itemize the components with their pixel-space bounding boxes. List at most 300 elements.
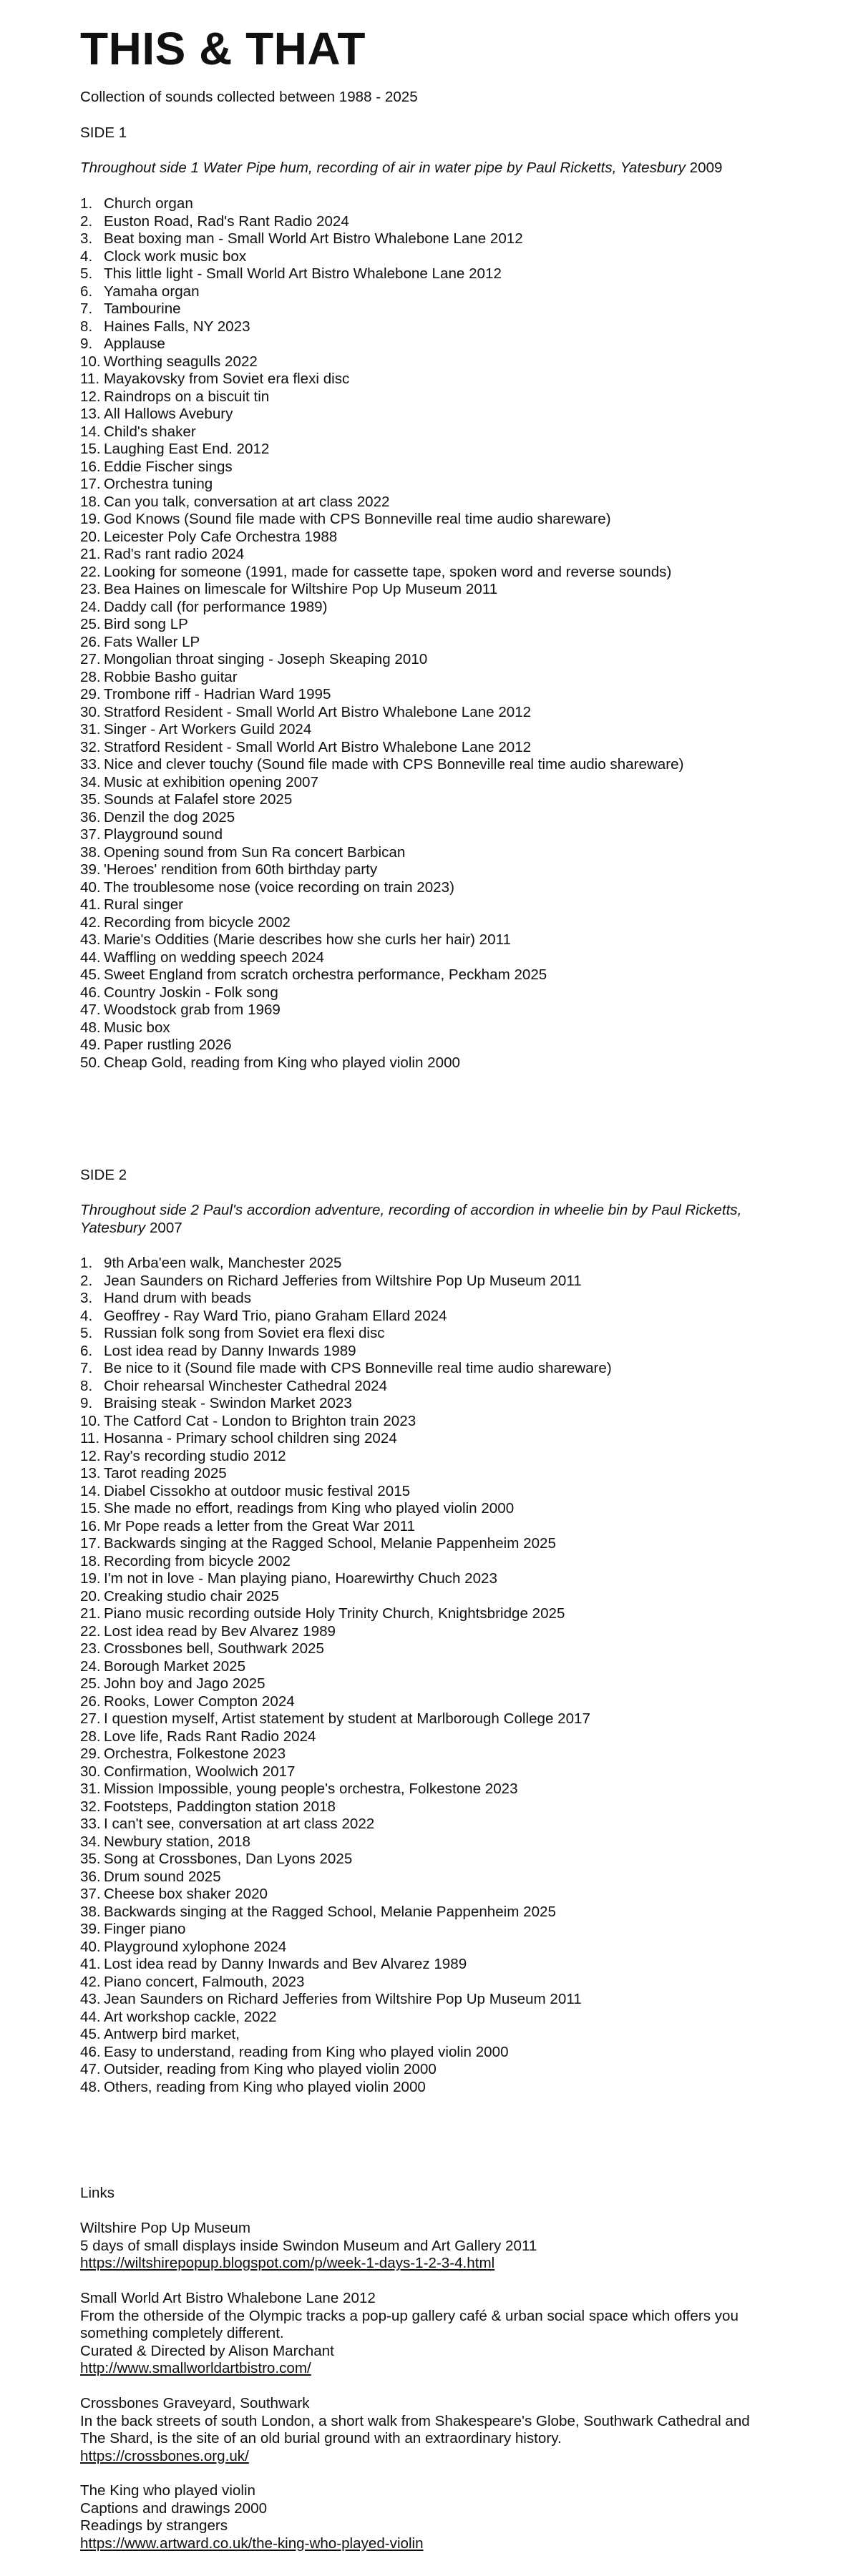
track-item <box>80 511 767 529</box>
crossbones-link[interactable]: https://crossbones.org.uk/ <box>80 2447 249 2464</box>
link-block-king-violin <box>80 2482 767 2552</box>
track-number: 30. <box>80 703 101 720</box>
track-title: Hand drum with beads <box>104 1290 252 1306</box>
track-number: 26. <box>80 1693 101 1710</box>
side2-note-year: 2007 <box>149 1219 182 1236</box>
track-number: 46. <box>80 984 101 1001</box>
track-title: Nice and clever touchy (Sound file made with CPS Bonneville real time audio shareware) <box>104 756 684 773</box>
track-number: 21. <box>80 1605 101 1622</box>
track-item <box>80 634 767 652</box>
track-number: 6. <box>80 283 93 300</box>
wiltshire-link[interactable]: https://wiltshirepopup.blogspot.com/p/week-1-days-1-2-3-4.html <box>80 2255 495 2271</box>
track-number: 41. <box>80 1956 101 1972</box>
track-number: 36. <box>80 1868 101 1885</box>
track-number: 27. <box>80 1710 101 1727</box>
track-title: Euston Road, Rad's Rant Radio 2024 <box>104 212 349 230</box>
link-title: Wiltshire Pop Up Museum <box>80 2220 251 2236</box>
track-title: Music box <box>104 1019 170 1036</box>
track-title: Leicester Poly Cafe Orchestra 1988 <box>104 528 338 545</box>
track-item <box>80 651 767 669</box>
track-item <box>80 966 767 984</box>
track-item <box>80 1833 767 1851</box>
track-title: Diabel Cissokho at outdoor music festival 2015 <box>104 1482 411 1499</box>
track-item <box>80 599 767 617</box>
track-item <box>80 423 767 441</box>
track-title: Paper rustling 2026 <box>104 1037 232 1053</box>
track-number: 12. <box>80 1447 101 1464</box>
track-number: 5. <box>80 1325 93 1341</box>
track-number: 50. <box>80 1054 101 1071</box>
track-item <box>80 949 767 967</box>
track-title: Waffling on wedding speech 2024 <box>104 949 324 966</box>
track-item <box>80 1001 767 1019</box>
track-title: Piano music recording outside Holy Trinity Church, Knightsbridge 2025 <box>104 1605 565 1622</box>
track-item <box>80 2044 767 2062</box>
track-number: 33. <box>80 756 101 773</box>
track-item <box>80 1869 767 1886</box>
track-number: 37. <box>80 826 101 843</box>
track-item <box>80 1395 767 1413</box>
side2-note <box>80 1202 746 1237</box>
track-title: Lost idea read by Bev Alvarez 1989 <box>104 1622 336 1640</box>
page-title: THIS & THAT <box>80 23 366 74</box>
track-number: 18. <box>80 493 101 510</box>
side2-note-text: Throughout side 2 Paul's accordion adventure, recording of accordion in wheelie bin by Paul Ricketts, Yatesbury <box>80 1202 742 1236</box>
track-number: 36. <box>80 808 101 826</box>
track-title: Rooks, Lower Compton 2024 <box>104 1693 295 1710</box>
track-item <box>80 879 767 897</box>
track-number: 4. <box>80 1307 93 1324</box>
track-item <box>80 616 767 634</box>
track-item <box>80 1728 767 1746</box>
track-title: The Catford Cat - London to Brighton train 2023 <box>104 1412 416 1429</box>
track-title: Cheese box shaker 2020 <box>104 1886 268 1902</box>
track-number: 21. <box>80 546 101 562</box>
track-item <box>80 1430 767 1448</box>
link-block-small-world <box>80 2290 767 2378</box>
link-description: Readings by strangers <box>80 2517 228 2534</box>
track-item <box>80 1570 767 1588</box>
track-item <box>80 371 767 388</box>
track-number: 15. <box>80 1500 101 1517</box>
track-item <box>80 1921 767 1939</box>
track-item <box>80 1605 767 1623</box>
track-title: Finger piano <box>104 1921 186 1937</box>
track-title: Rad's rant radio 2024 <box>104 546 245 562</box>
track-number: 37. <box>80 1886 101 1902</box>
track-number: 44. <box>80 2008 101 2025</box>
track-number: 31. <box>80 721 101 738</box>
track-title: Mr Pope reads a letter from the Great War 2011 <box>104 1517 415 1534</box>
track-item <box>80 318 767 336</box>
track-item <box>80 1640 767 1658</box>
track-item <box>80 1308 767 1326</box>
track-item <box>80 1535 767 1553</box>
track-item <box>80 1816 767 1833</box>
track-title: Piano concert, Falmouth, 2023 <box>104 1973 305 1990</box>
track-number: 39. <box>80 861 101 878</box>
track-item <box>80 826 767 844</box>
king-violin-link[interactable]: https://www.artward.co.uk/the-king-who-played-violin <box>80 2535 424 2552</box>
track-number: 30. <box>80 1763 101 1780</box>
track-item <box>80 1255 767 1273</box>
track-number: 45. <box>80 2026 101 2042</box>
track-title: I question myself, Artist statement by student at Marlborough College 2017 <box>104 1710 590 1727</box>
track-title: Woodstock grab from 1969 <box>104 1001 281 1018</box>
track-number: 48. <box>80 2078 101 2095</box>
track-title: Art workshop cackle, 2022 <box>104 2008 277 2025</box>
side2-heading: SIDE 2 <box>80 1167 127 1183</box>
track-number: 12. <box>80 388 101 405</box>
track-item <box>80 1553 767 1571</box>
track-title: Love life, Rads Rant Radio 2024 <box>104 1728 316 1745</box>
track-title: Playground xylophone 2024 <box>104 1938 287 1955</box>
track-item <box>80 1991 767 2009</box>
track-number: 40. <box>80 878 101 896</box>
link-title: Crossbones Graveyard, Southwark <box>80 2395 310 2411</box>
track-number: 24. <box>80 598 101 615</box>
side1-note <box>80 160 767 177</box>
track-number: 42. <box>80 1973 101 1990</box>
track-number: 7. <box>80 300 93 317</box>
track-item <box>80 704 767 722</box>
track-title: Recording from bicycle 2002 <box>104 914 291 931</box>
track-item <box>80 581 767 599</box>
track-item <box>80 774 767 792</box>
track-title: Russian folk song from Soviet era flexi disc <box>104 1325 385 1341</box>
track-title: Tambourine <box>104 300 181 317</box>
side1-note-year: 2009 <box>689 160 723 176</box>
track-item <box>80 1378 767 1396</box>
track-number: 43. <box>80 931 101 948</box>
track-number: 20. <box>80 1587 101 1605</box>
track-number: 46. <box>80 2043 101 2060</box>
track-number: 34. <box>80 773 101 790</box>
link-description: From the otherside of the Olympic tracks a pop-up gallery café & urban social space which offers you something completely different. <box>80 2307 739 2341</box>
track-number: 3. <box>80 230 93 247</box>
track-number: 24. <box>80 1657 101 1675</box>
track-number: 19. <box>80 511 101 527</box>
track-title: Stratford Resident - Small World Art Bistro Whalebone Lane 2012 <box>104 703 532 720</box>
track-title: Backwards singing at the Ragged School, Melanie Pappenheim 2025 <box>104 1535 556 1552</box>
track-number: 45. <box>80 966 101 983</box>
track-item <box>80 1675 767 1693</box>
track-title: Country Joskin - Folk song <box>104 984 278 1001</box>
track-item <box>80 441 767 459</box>
track-item <box>80 459 767 476</box>
track-item <box>80 1710 767 1728</box>
track-item <box>80 494 767 511</box>
track-title: 9th Arba'een walk, Manchester 2025 <box>104 1255 342 1271</box>
track-item <box>80 1360 767 1378</box>
track-title: Lost idea read by Danny Inwards 1989 <box>104 1342 356 1359</box>
track-item <box>80 1290 767 1308</box>
track-number: 35. <box>80 1851 101 1867</box>
track-number: 1. <box>80 1255 93 1271</box>
track-item <box>80 336 767 353</box>
track-number: 29. <box>80 1745 101 1762</box>
track-title: Borough Market 2025 <box>104 1657 246 1675</box>
track-item <box>80 914 767 932</box>
track-item <box>80 1448 767 1466</box>
track-item <box>80 1763 767 1781</box>
track-item <box>80 1588 767 1606</box>
track-title: Fats Waller LP <box>104 633 200 650</box>
track-item <box>80 1745 767 1763</box>
track-title: I'm not in love - Man playing piano, Hoarewirthy Chuch 2023 <box>104 1570 497 1587</box>
track-title: The troublesome nose (voice recording on train 2023) <box>104 878 454 896</box>
track-title: Looking for someone (1991, made for cassette tape, spoken word and reverse sounds) <box>104 563 672 580</box>
track-title: Music at exhibition opening 2007 <box>104 773 318 790</box>
side1-heading: SIDE 1 <box>80 124 127 141</box>
side1-track-list <box>80 195 767 1072</box>
track-item <box>80 1974 767 1992</box>
track-item <box>80 1658 767 1676</box>
track-title: Beat boxing man - Small World Art Bistro Whalebone Lane 2012 <box>104 230 523 247</box>
track-number: 49. <box>80 1037 101 1053</box>
track-title: Church organ <box>104 195 193 212</box>
track-title: Lost idea read by Danny Inwards and Bev Alvarez 1989 <box>104 1956 467 1972</box>
track-title: 'Heroes' rendition from 60th birthday party <box>104 861 378 878</box>
track-number: 8. <box>80 1377 93 1394</box>
track-item <box>80 984 767 1002</box>
link-title: The King who played violin <box>80 2482 255 2499</box>
track-item <box>80 1037 767 1054</box>
track-item <box>80 248 767 266</box>
track-number: 8. <box>80 318 93 335</box>
track-title: Footsteps, Paddington station 2018 <box>104 1798 336 1815</box>
track-item <box>80 896 767 914</box>
track-item <box>80 1019 767 1037</box>
track-title: Drum sound 2025 <box>104 1868 221 1885</box>
track-item <box>80 546 767 564</box>
track-number: 47. <box>80 1001 101 1018</box>
track-item <box>80 1851 767 1869</box>
track-title: Sounds at Falafel store 2025 <box>104 791 293 808</box>
track-item <box>80 353 767 371</box>
track-item <box>80 1483 767 1501</box>
link-block-crossbones <box>80 2395 767 2465</box>
track-item <box>80 1343 767 1361</box>
track-item <box>80 1325 767 1343</box>
track-number: 4. <box>80 248 93 265</box>
track-item <box>80 809 767 827</box>
track-number: 10. <box>80 1412 101 1429</box>
track-item <box>80 1693 767 1711</box>
track-number: 13. <box>80 1465 101 1482</box>
side2-track-list <box>80 1255 767 2096</box>
track-title: Child's shaker <box>104 423 196 440</box>
track-number: 2. <box>80 1272 93 1289</box>
track-number: 33. <box>80 1816 101 1832</box>
track-title: Laughing East End. 2012 <box>104 441 270 457</box>
track-title: Creaking studio chair 2025 <box>104 1587 279 1605</box>
track-item <box>80 300 767 318</box>
track-number: 23. <box>80 581 101 597</box>
track-number: 38. <box>80 1903 101 1920</box>
track-number: 17. <box>80 476 101 492</box>
track-item <box>80 1465 767 1483</box>
track-number: 19. <box>80 1570 101 1587</box>
track-title: Raindrops on a biscuit tin <box>104 388 270 405</box>
track-item <box>80 861 767 879</box>
track-number: 28. <box>80 1728 101 1745</box>
track-title: Can you talk, conversation at art class 2022 <box>104 493 390 510</box>
link-description: 5 days of small displays inside Swindon Museum and Art Gallery 2011 <box>80 2237 537 2254</box>
link-description: Curated & Directed by Alison Marchant <box>80 2342 334 2359</box>
track-title: Robbie Basho guitar <box>104 668 238 685</box>
track-item <box>80 1623 767 1641</box>
track-number: 23. <box>80 1640 101 1657</box>
track-number: 11. <box>80 371 100 387</box>
track-item <box>80 476 767 494</box>
track-item <box>80 213 767 231</box>
track-number: 9. <box>80 336 93 352</box>
track-number: 14. <box>80 423 101 440</box>
track-title: Worthing seagulls 2022 <box>104 353 258 370</box>
track-item <box>80 2079 767 2097</box>
track-number: 1. <box>80 195 93 212</box>
track-title: God Knows (Sound file made with CPS Bonneville real time audio shareware) <box>104 511 611 527</box>
track-title: John boy and Jago 2025 <box>104 1675 265 1692</box>
track-number: 2. <box>80 212 93 230</box>
track-item <box>80 686 767 704</box>
track-number: 47. <box>80 2061 101 2077</box>
track-title: Choir rehearsal Winchester Cathedral 2024 <box>104 1377 388 1394</box>
track-title: I can't see, conversation at art class 2022 <box>104 1816 375 1832</box>
link-block-wiltshire <box>80 2220 767 2273</box>
track-number: 10. <box>80 353 101 370</box>
track-number: 25. <box>80 1675 101 1692</box>
track-item <box>80 1500 767 1518</box>
track-number: 38. <box>80 843 101 861</box>
track-number: 3. <box>80 1290 93 1306</box>
track-number: 22. <box>80 563 101 580</box>
link-description: In the back streets of south London, a short walk from Shakespeare's Globe, Southwark Cathedral and The Shard, is the site of an old burial ground with an extraordinary history. <box>80 2412 750 2447</box>
links-heading: Links <box>80 2185 115 2201</box>
track-title: Yamaha organ <box>104 283 200 300</box>
track-title: Orchestra, Folkestone 2023 <box>104 1745 286 1762</box>
track-item <box>80 739 767 757</box>
track-number: 26. <box>80 633 101 650</box>
track-title: She made no effort, readings from King who played violin 2000 <box>104 1500 515 1517</box>
track-number: 5. <box>80 265 93 282</box>
track-title: Bird song LP <box>104 616 188 632</box>
track-number: 43. <box>80 1991 101 2007</box>
track-item <box>80 1273 767 1291</box>
track-item <box>80 406 767 423</box>
track-title: Marie's Oddities (Marie describes how she curls her hair) 2011 <box>104 931 511 948</box>
track-item <box>80 844 767 862</box>
track-title: Braising steak - Swindon Market 2023 <box>104 1395 352 1411</box>
track-item <box>80 1798 767 1816</box>
track-number: 39. <box>80 1921 101 1937</box>
track-number: 16. <box>80 1517 101 1534</box>
track-number: 25. <box>80 616 101 632</box>
track-number: 42. <box>80 914 101 931</box>
track-title: Eddie Fischer sings <box>104 458 233 475</box>
track-title: Outsider, reading from King who played violin 2000 <box>104 2061 437 2077</box>
track-title: Mayakovsky from Soviet era flexi disc <box>104 371 350 387</box>
track-item <box>80 1518 767 1536</box>
track-number: 17. <box>80 1535 101 1552</box>
track-title: Trombone riff - Hadrian Ward 1995 <box>104 686 331 702</box>
track-item <box>80 529 767 547</box>
track-title: Jean Saunders on Richard Jefferies from Wiltshire Pop Up Museum 2011 <box>104 1272 582 1289</box>
track-number: 18. <box>80 1552 101 1569</box>
track-number: 34. <box>80 1833 101 1850</box>
track-title: This little light - Small World Art Bistro Whalebone Lane 2012 <box>104 265 502 282</box>
track-number: 16. <box>80 458 101 475</box>
track-item <box>80 756 767 774</box>
track-title: Mission Impossible, young people's orchestra, Folkestone 2023 <box>104 1781 518 1797</box>
track-number: 41. <box>80 896 101 913</box>
side1-tracks <box>80 195 767 1072</box>
track-number: 35. <box>80 791 101 808</box>
track-item <box>80 1939 767 1957</box>
track-title: Jean Saunders on Richard Jefferies from Wiltshire Pop Up Museum 2011 <box>104 1991 582 2007</box>
small-world-link[interactable]: http://www.smallworldartbistro.com/ <box>80 2360 311 2376</box>
track-number: 27. <box>80 651 101 667</box>
track-number: 31. <box>80 1781 101 1797</box>
track-item <box>80 195 767 213</box>
track-title: Mongolian throat singing - Joseph Skeaping 2010 <box>104 651 428 667</box>
track-title: All Hallows Avebury <box>104 406 233 422</box>
track-title: Bea Haines on limescale for Wiltshire Pop Up Museum 2011 <box>104 581 498 597</box>
track-title: Geoffrey - Ray Ward Trio, piano Graham Ellard 2024 <box>104 1307 447 1324</box>
track-title: Denzil the dog 2025 <box>104 808 235 826</box>
track-item <box>80 669 767 687</box>
track-title: Confirmation, Woolwich 2017 <box>104 1763 296 1780</box>
track-number: 44. <box>80 949 101 966</box>
track-title: Daddy call (for performance 1989) <box>104 598 328 615</box>
track-number: 15. <box>80 441 101 457</box>
track-title: Sweet England from scratch orchestra performance, Peckham 2025 <box>104 966 547 983</box>
track-number: 14. <box>80 1482 101 1499</box>
track-title: Easy to understand, reading from King who played violin 2000 <box>104 2043 509 2060</box>
track-title: Singer - Art Workers Guild 2024 <box>104 721 312 738</box>
track-item <box>80 2009 767 2027</box>
track-item <box>80 931 767 949</box>
track-title: Backwards singing at the Ragged School, Melanie Pappenheim 2025 <box>104 1903 556 1920</box>
track-title: Hosanna - Primary school children sing 2024 <box>104 1430 397 1446</box>
track-title: Playground sound <box>104 826 223 843</box>
track-number: 11. <box>80 1430 100 1446</box>
track-number: 6. <box>80 1342 93 1359</box>
track-item <box>80 388 767 406</box>
track-title: Rural singer <box>104 896 184 913</box>
track-number: 48. <box>80 1019 101 1036</box>
track-item <box>80 1781 767 1798</box>
track-number: 29. <box>80 686 101 702</box>
intro-text: Collection of sounds collected between 1988 - 2025 <box>80 89 418 105</box>
track-item <box>80 2061 767 2079</box>
track-item <box>80 1904 767 1921</box>
track-number: 28. <box>80 668 101 685</box>
track-number: 32. <box>80 738 101 755</box>
track-title: Opening sound from Sun Ra concert Barbican <box>104 843 406 861</box>
track-item <box>80 721 767 739</box>
track-number: 22. <box>80 1622 101 1640</box>
track-title: Others, reading from King who played violin 2000 <box>104 2078 426 2095</box>
track-number: 13. <box>80 406 101 422</box>
track-title: Clock work music box <box>104 248 247 265</box>
track-title: Antwerp bird market, <box>104 2026 240 2042</box>
track-item <box>80 283 767 301</box>
track-title: Song at Crossbones, Dan Lyons 2025 <box>104 1851 353 1867</box>
track-title: Crossbones bell, Southwark 2025 <box>104 1640 324 1657</box>
track-item <box>80 1054 767 1072</box>
